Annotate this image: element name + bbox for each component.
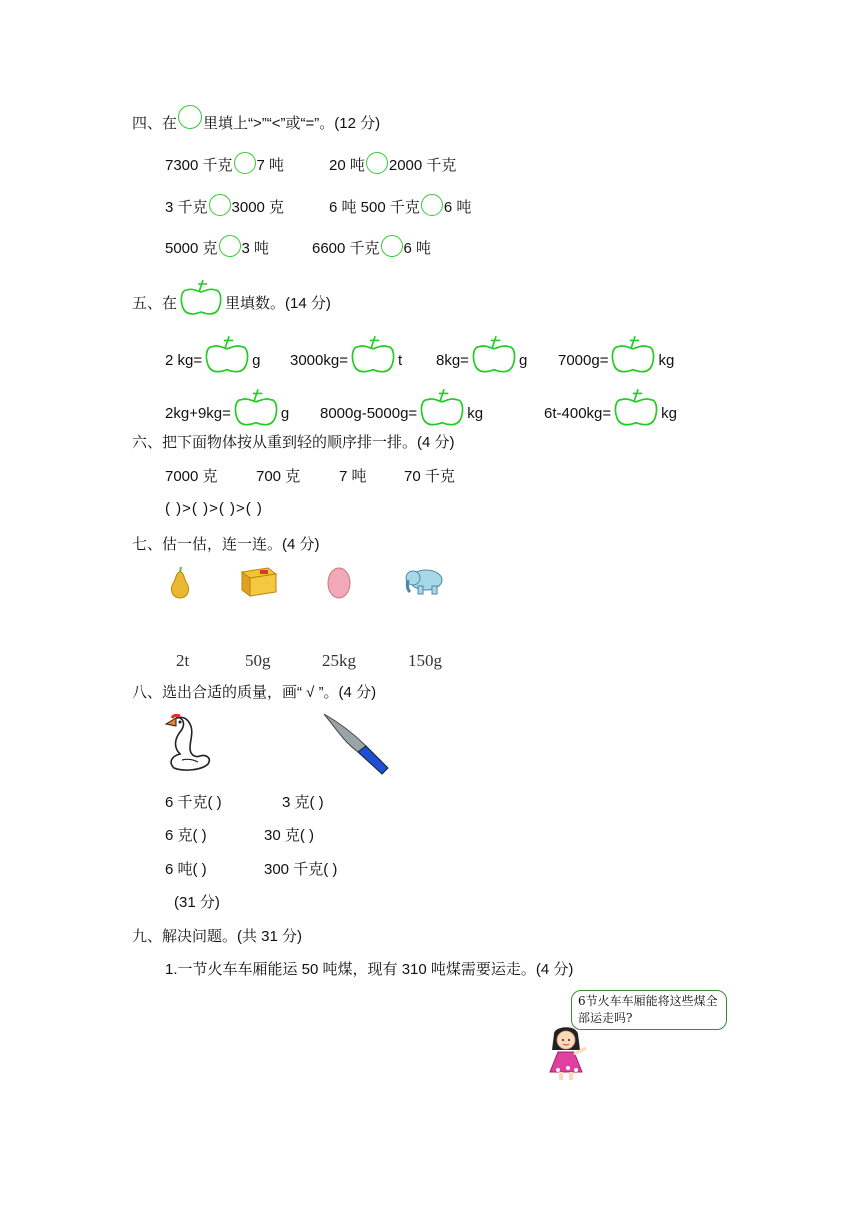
- order-blanks[interactable]: ( )>( )>( )>( ): [165, 500, 263, 517]
- desk-icon: [236, 566, 278, 600]
- mass-option[interactable]: 3 克( ): [282, 794, 324, 811]
- answer-circle[interactable]: [381, 235, 403, 257]
- mass-option[interactable]: 6 千克( ): [165, 794, 222, 811]
- apple-answer-box[interactable]: [613, 387, 659, 427]
- s5-item: 6t-400kg= kg: [544, 401, 677, 427]
- s5-item: 8000g-5000g= kg: [320, 401, 483, 427]
- weight-label[interactable]: 25kg: [322, 651, 356, 670]
- s4-item: 7300 千克 7 吨: [165, 156, 284, 176]
- s4-item: 6600 千克 6 吨: [312, 239, 431, 259]
- apple-answer-box[interactable]: [610, 334, 656, 374]
- s4-item: 5000 克 3 吨: [165, 239, 269, 259]
- apple-answer-box[interactable]: [233, 387, 279, 427]
- answer-circle[interactable]: [366, 152, 388, 174]
- mass-option[interactable]: 30 克( ): [264, 827, 315, 844]
- knife-icon: [322, 712, 390, 778]
- section-8-title: 八、选出合适的质量，画“ √ ”。(4 分): [132, 684, 377, 701]
- s5-item: 2kg+9kg= g: [165, 401, 289, 427]
- egg-icon: [326, 566, 352, 600]
- apple-answer-box[interactable]: [471, 334, 517, 374]
- s5-item: 7000g= kg: [558, 348, 674, 374]
- section-9-title: 九、解决问题。(共 31 分): [132, 928, 303, 945]
- s5-item: 3000kg= t: [290, 348, 402, 374]
- answer-circle[interactable]: [219, 235, 241, 257]
- goose-icon: [162, 714, 214, 774]
- s5-item: 2 kg= g: [165, 348, 260, 374]
- s6-item: 700 克: [256, 468, 301, 485]
- section-6-title: 六、把下面物体按从重到轻的顺序排一排。(4 分): [132, 434, 455, 451]
- apple-box-icon: [179, 278, 223, 316]
- s4-item: 6 吨 500 千克 6 吨: [329, 198, 471, 218]
- answer-circle-icon: [178, 105, 202, 129]
- speech-bubble: 6节火车车厢能将这些煤全部运走吗?: [571, 990, 727, 1030]
- answer-circle[interactable]: [421, 194, 443, 216]
- apple-answer-box[interactable]: [204, 334, 250, 374]
- answer-circle[interactable]: [234, 152, 256, 174]
- score-note: (31 分): [174, 894, 220, 911]
- section-4-title: 四、在 里填上“>”“<”或“=”。(12 分): [132, 114, 380, 134]
- answer-circle[interactable]: [209, 194, 231, 216]
- elephant-icon: [404, 566, 446, 596]
- weight-label[interactable]: 2t: [176, 651, 190, 670]
- mass-option[interactable]: 6 克( ): [165, 827, 207, 844]
- s4-item: 20 吨 2000 千克: [329, 156, 456, 176]
- s6-item: 7000 克: [165, 468, 218, 485]
- mass-option[interactable]: 300 千克( ): [264, 861, 338, 878]
- weight-label[interactable]: 150g: [408, 651, 442, 670]
- s5-item: 8kg= g: [436, 348, 527, 374]
- s4-item: 3 千克 3000 克: [165, 198, 284, 218]
- question-1: 1.一节火车车厢能运 50 吨煤，现有 310 吨煤需要运走。(4 分): [165, 961, 574, 978]
- s6-item: 70 千克: [404, 468, 455, 485]
- section-5-title: 五、在 里填数。(14 分): [132, 292, 331, 316]
- section-7-title: 七、估一估，连一连。(4 分): [132, 536, 320, 553]
- weight-label[interactable]: 50g: [245, 651, 271, 670]
- girl-icon: [546, 1024, 590, 1082]
- s6-item: 7 吨: [339, 468, 367, 485]
- apple-answer-box[interactable]: [350, 334, 396, 374]
- mass-option[interactable]: 6 吨( ): [165, 861, 207, 878]
- pear-icon: [166, 566, 194, 600]
- apple-answer-box[interactable]: [419, 387, 465, 427]
